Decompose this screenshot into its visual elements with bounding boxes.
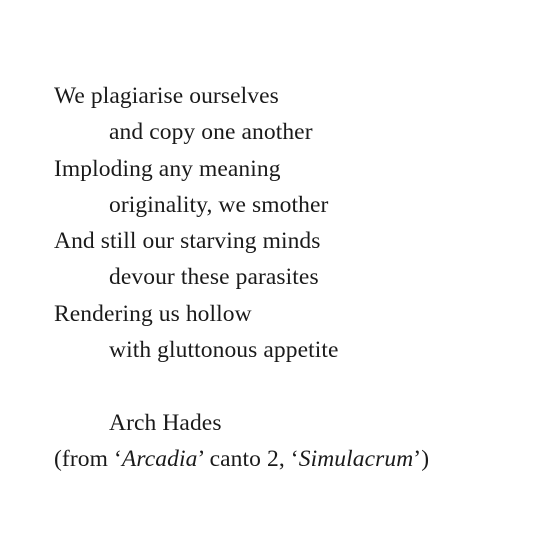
poem-line: devour these parasites [109, 264, 319, 291]
poem-line: Imploding any meaning [54, 155, 281, 182]
poem-line: We plagiarise ourselves [54, 83, 279, 109]
poem-block [54, 78, 429, 477]
poem-line: Rendering us hollow [54, 300, 252, 327]
source-section-title: Simulacrum [298, 445, 414, 472]
poem-source [54, 441, 429, 477]
source-work-title: Arcadia [121, 445, 198, 472]
source-prefix: (from ‘ [54, 445, 122, 472]
poem-line: and copy one another [109, 119, 313, 146]
poem-author: Arch Hades [109, 409, 222, 436]
poem-line: originality, we smother [109, 191, 329, 218]
stanza-spacer [54, 368, 429, 404]
poem-line: And still our starving minds [54, 228, 321, 255]
poem-line: with gluttonous appetite [109, 337, 339, 364]
source-suffix: ’) [413, 445, 430, 472]
source-middle: ’ canto 2, ‘ [197, 445, 299, 472]
